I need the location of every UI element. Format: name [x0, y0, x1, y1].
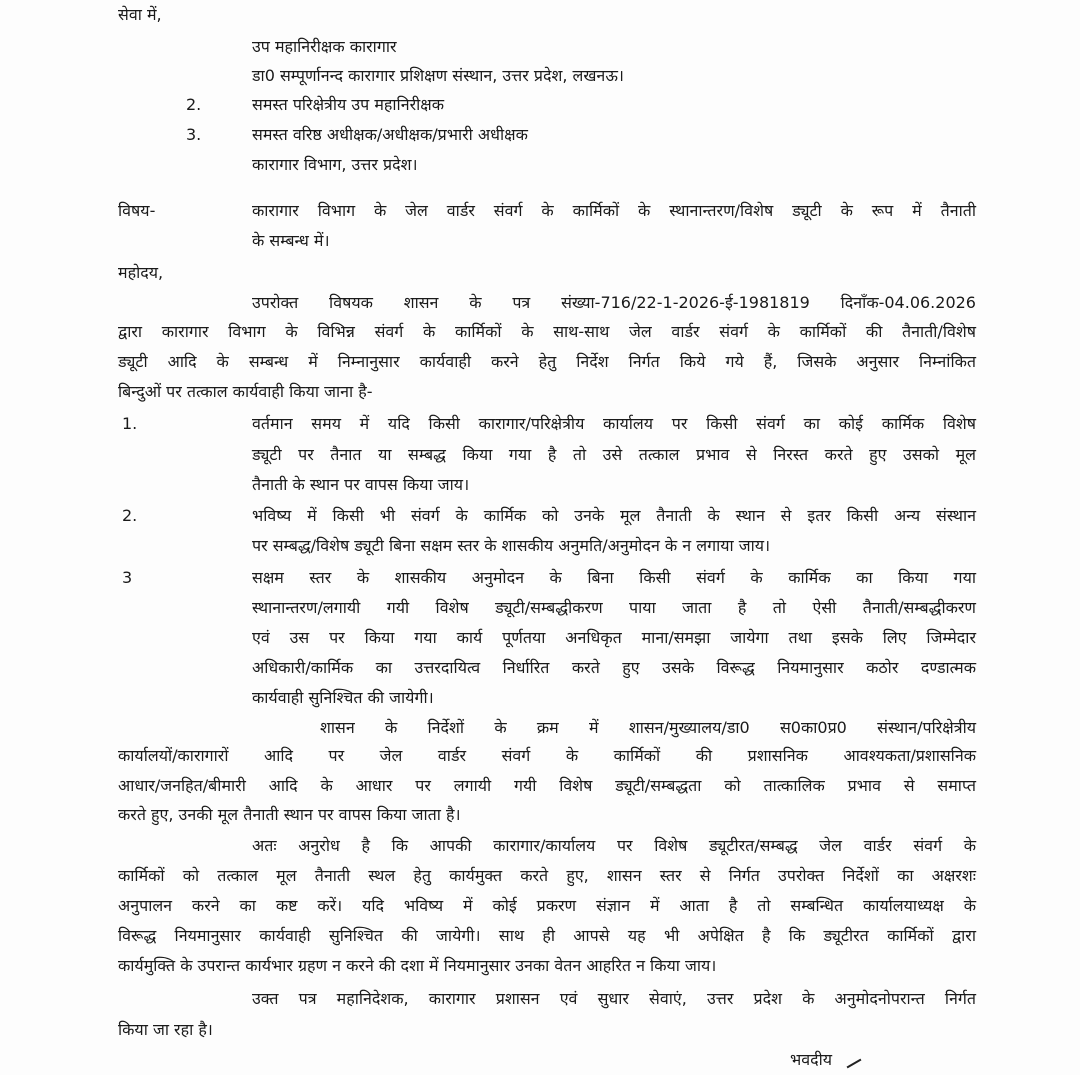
- directive-line-2: कार्यालयों/कारागारों आदि पर जेल वार्डर संवर्ग के कार्मिकों की प्रशासनिक आवश्यकता/प्रशासनिक: [118, 746, 976, 765]
- point-3-line-1: सक्षम स्तर के शासकीय अनुमोदन के बिना किसी संवर्ग के कार्मिक का किया गया: [252, 568, 976, 587]
- point-1-line-1: वर्तमान समय में यदि किसी कारागार/परिक्षेत्रीय कार्यालय पर किसी संवर्ग का कोई कार्मिक विशेष: [252, 414, 976, 433]
- intro-line-4: बिन्दुओं पर तत्काल कार्यवाही किया जाना है-: [118, 382, 373, 401]
- salutation-to: सेवा में,: [118, 5, 162, 24]
- signature-mark: [847, 1059, 866, 1075]
- closing-text: भवदीय: [790, 1050, 833, 1069]
- recipient-2-line-1: समस्त परिक्षेत्रीय उप महानिरीक्षक: [252, 95, 445, 114]
- point-3-line-2: स्थानान्तरण/लगायी गयी विशेष ड्यूटी/सम्बद्धीकरण पाया जाता है तो ऐसी तैनाती/सम्बद्धीकरण: [252, 598, 976, 617]
- point-3-line-3: एवं उस पर किया गया कार्य पूर्णतया अनधिकृत माना/समझा जायेगा तथा इसके लिए जिम्मेदार: [252, 628, 976, 647]
- request-line-5: कार्यमुक्ति के उपरान्त कार्यभार ग्रहण न करने की दशा में नियमानुसार उनका वेतन आहरित न किया जाय।: [118, 956, 717, 975]
- point-2-number: 2.: [122, 506, 138, 525]
- directive-line-3: आधार/जनहित/बीमारी आदि के आधार पर लगायी गयी विशेष ड्यूटी/सम्बद्धता को तात्कालिक प्रभाव से समाप्त: [118, 776, 976, 795]
- request-line-2: कार्मिकों को तत्काल मूल तैनाती स्थल हेतु कार्यमुक्त करते हुए, शासन स्तर से निर्गत उपरोक्त निर्देशों का अक्षरशः: [118, 866, 976, 885]
- recipient-1-line-1: उप महानिरीक्षक कारागार: [252, 37, 397, 56]
- approval-line-1: उक्त पत्र महानिदेशक, कारागार प्रशासन एवं सुधार सेवाएं, उत्तर प्रदेश के अनुमोदनोपरान्त निर्गत: [252, 989, 976, 1008]
- request-line-3: अनुपालन करने का कष्ट करें। यदि भविष्य में कोई प्रकरण संज्ञान में आता है तो सम्बन्धित कार्यालयाध्यक्ष के: [118, 896, 976, 915]
- point-3-line-4: अधिकारी/कार्मिक का उत्तरदायित्व निर्धारित करते हुए उसके विरूद्ध नियमानुसार कठोर दण्डात्मक: [252, 658, 976, 677]
- point-1-line-3: तैनाती के स्थान पर वापस किया जाय।: [252, 475, 470, 494]
- recipient-2-number: 2.: [186, 95, 202, 114]
- recipient-3-number: 3.: [186, 125, 202, 144]
- intro-line-3: ड्यूटी आदि के सम्बन्ध में निम्नानुसार कार्यवाही करने हेतु निर्देश निर्गत किये गये हैं, जिसके अनुसार निम्नांकित: [118, 352, 976, 371]
- recipient-3-line-2: कारागार विभाग, उत्तर प्रदेश।: [252, 155, 418, 174]
- directive-line-4: करते हुए, उनकी मूल तैनाती स्थान पर वापस किया जाता है।: [118, 805, 461, 824]
- point-3-line-5: कार्यवाही सुनिश्चित की जायेगी।: [252, 688, 434, 707]
- request-line-4: विरूद्ध नियमानुसार कार्यवाही सुनिश्चित की जायेगी। साथ ही आपसे यह भी अपेक्षित है कि ड्यूटीरत कार्मिकों द्वारा: [118, 926, 976, 945]
- point-1-number: 1.: [122, 414, 138, 433]
- directive-line-1: शासन के निर्देशों के क्रम में शासन/मुख्यालय/डा0 स0का0प्र0 संस्थान/परिक्षेत्रीय: [320, 718, 976, 737]
- point-2-line-2: पर सम्बद्ध/विशेष ड्यूटी बिना सक्षम स्तर के शासकीय अनुमति/अनुमोदन के न लगाया जाय।: [252, 536, 771, 555]
- request-line-1: अतः अनुरोध है कि आपकी कारागार/कार्यालय पर विशेष ड्यूटीरत/सम्बद्ध जेल वार्डर संवर्ग के: [252, 836, 976, 855]
- intro-line-2: द्वारा कारागार विभाग के विभिन्न संवर्ग के कार्मिकों के साथ-साथ जेल वार्डर संवर्ग के कार्मिकों की तैनाती/विशेष: [118, 322, 976, 341]
- point-3-number: 3: [122, 568, 133, 587]
- point-2-line-1: भविष्य में किसी भी संवर्ग के कार्मिक को उनके मूल तैनाती के स्थान से इतर किसी अन्य संस्थान: [252, 506, 976, 525]
- subject-line-1: कारागार विभाग के जेल वार्डर संवर्ग के कार्मिकों के स्थानान्तरण/विशेष ड्यूटी के रूप में तैनाती: [252, 201, 976, 220]
- recipient-3-line-1: समस्त वरिष्ठ अधीक्षक/अधीक्षक/प्रभारी अधीक्षक: [252, 125, 528, 144]
- recipient-1-line-2: डा0 सम्पूर्णानन्द कारागार प्रशिक्षण संस्थान, उत्तर प्रदेश, लखनऊ।: [252, 66, 624, 85]
- approval-line-2: किया जा रहा है।: [118, 1020, 213, 1039]
- greeting: महोदय,: [118, 263, 164, 282]
- point-1-line-2: ड्यूटी पर तैनात या सम्बद्ध किया गया है तो उसे तत्काल प्रभाव से निरस्त करते हुए उसको मूल: [252, 445, 976, 464]
- intro-line-1: उपरोक्त विषयक शासन के पत्र संख्या-716/22-1-2026-ई-1981819 दिनाँक-04.06.2026: [252, 293, 976, 312]
- subject-line-2: के सम्बन्ध में।: [252, 231, 330, 250]
- subject-label: विषय-: [118, 201, 156, 220]
